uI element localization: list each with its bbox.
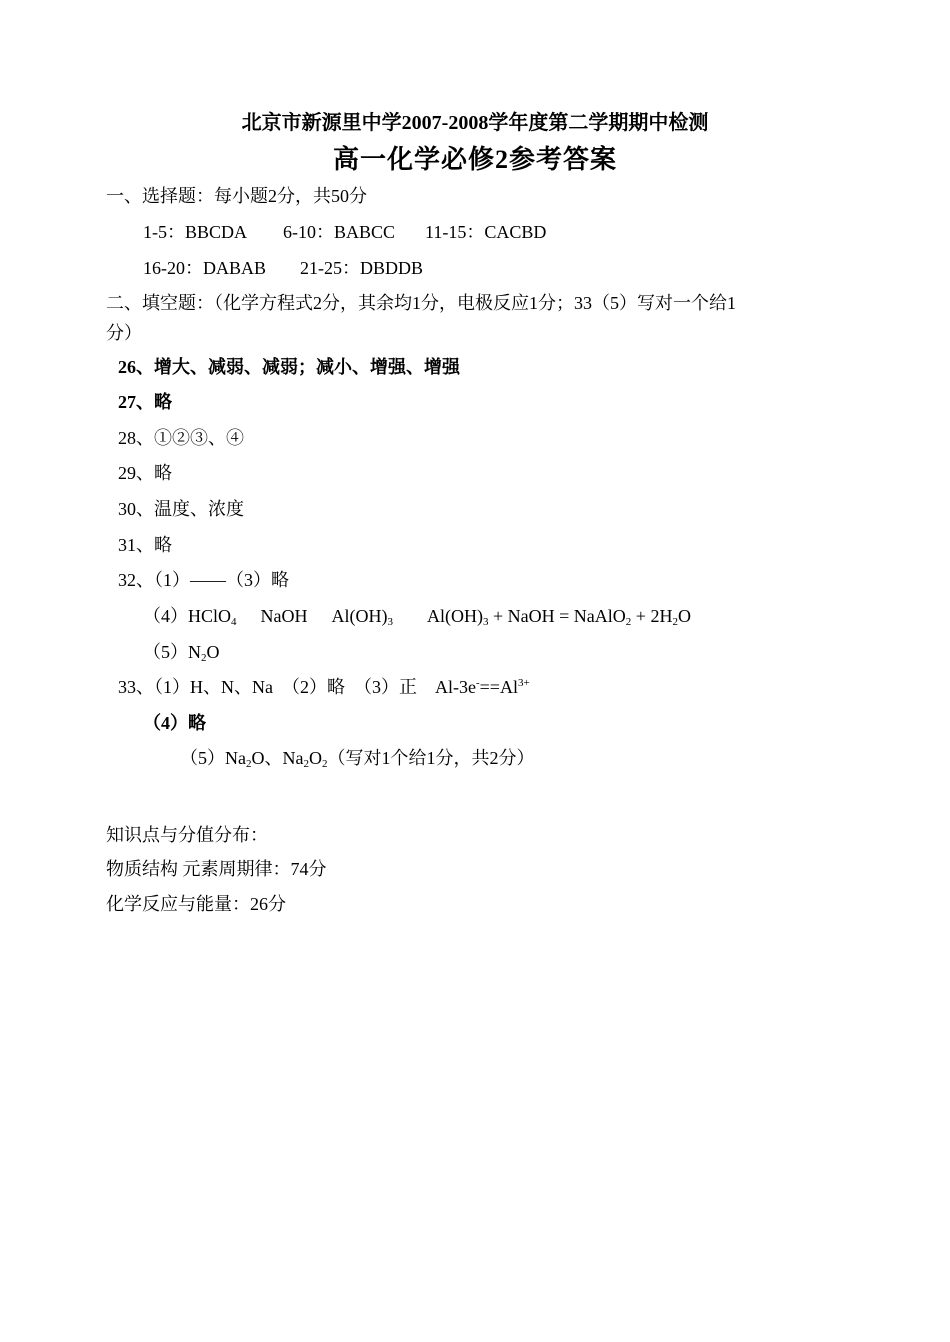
answer-27: 27、略 [118, 392, 172, 412]
section1-heading: 一、选择题：每小题2分，共50分 [106, 186, 367, 206]
part-label: （4） [143, 606, 188, 626]
answer-31: 31、略 [118, 535, 172, 555]
answer-33-part5: $(5)Na_2O$、$Na_2O_2$（写对1个给1分，共2分） [180, 748, 535, 770]
answer-32-part5: $(5)N_2O$ [143, 642, 220, 664]
answer-28: 28、①②③、④ [118, 428, 244, 448]
reaction-equation: $Al(OH)_3$ + NaOH = NaAlO$_2$ + $2H_2O$ [427, 606, 691, 628]
answer-group-1-5: 1-5：BBCDA [143, 222, 248, 242]
formula-naoh: NaOH [260, 606, 308, 626]
electrode-reaction: $Al-3e^-==Al^{3+}$ [435, 677, 530, 697]
answer-group-21-25: 21-25：DBDDB [300, 258, 424, 278]
answer-26: 26、增大、减弱、减弱；减小、增强、增强 [118, 357, 460, 377]
answer-group-6-10: 6-10：BABCC [283, 222, 396, 242]
document-subtitle: 高一化学必修2参考答案 [332, 145, 617, 174]
section2-heading-cont: 分） [106, 323, 142, 343]
summary-heading: 知识点与分值分布： [106, 825, 268, 845]
answers-row-1 [143, 219, 546, 245]
answer-32-part4 [143, 603, 691, 629]
answers-row-2 [143, 255, 423, 281]
answer-group-11-15: 11-15：CACBD [425, 222, 547, 242]
section2-heading: 二、填空题：（化学方程式2分，其余均1分，电极反应1分；33（5）写对一个给1 [106, 293, 736, 313]
answer-group-16-20: 16-20：DABAB [143, 258, 267, 278]
document-title: 北京市新源里中学2007-2008学年度第二学期期中检测 [241, 112, 709, 134]
answer-29: 29、略 [118, 463, 172, 483]
answer-30: 30、温度、浓度 [118, 499, 244, 519]
formula-aloh3: $Al(OH)_3$ [331, 606, 394, 628]
summary-item-structure: 物质结构 元素周期律：74分 [106, 859, 327, 879]
formula-hclo4: HClO$_4$ [188, 606, 237, 628]
answer-32: 32、（1）——（3）略 [118, 570, 289, 590]
answer-33: 33、（1）H、N、Na （2）略 （3）正 $Al-3e^-==Al^{3+}$ [118, 677, 530, 697]
summary-item-reaction: 化学反应与能量：26分 [106, 894, 286, 914]
answer-33-part4: （4）略 [143, 713, 206, 733]
